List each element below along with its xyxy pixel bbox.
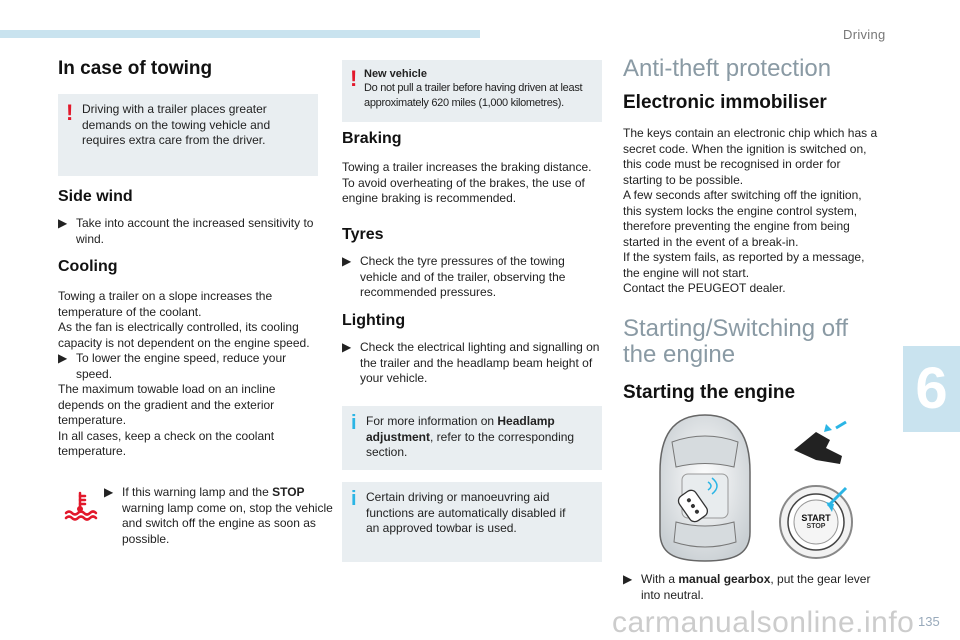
- list-item: ▶ Check the electrical lighting and signalling on the trailer and the headlamp beam height of your vehicle.: [342, 340, 600, 385]
- info-text: Certain driving or manoeuvring aid functions are automatically disabled if an approved towbar is used.: [366, 490, 566, 535]
- bullet-icon: ▶: [58, 216, 68, 230]
- immobiliser-para: Contact the PEUGEOT dealer.: [623, 281, 786, 295]
- starting-heading: Starting the engine: [623, 382, 796, 403]
- bullet-icon: ▶: [104, 485, 114, 499]
- info-box-headlamp: [342, 406, 602, 470]
- side-wind-section: [58, 188, 320, 247]
- starting-section: [623, 316, 883, 404]
- start-label: START: [801, 513, 831, 523]
- immobiliser-para: A few seconds after switching off the ignition, this system locks the engine control system, therefore preventing the engine from being started in the event of a break-in.: [623, 188, 862, 249]
- manual-gearbox-note: [623, 572, 883, 603]
- side-wind-heading: Side wind: [58, 188, 133, 205]
- new-vehicle-box: [342, 60, 602, 122]
- list-item: ▶ If this warning lamp and the STOP warning lamp come on, stop the vehicle and switch off the engine as soon as possible.: [104, 485, 333, 546]
- new-vehicle-title: New vehicle: [364, 68, 427, 80]
- anti-theft-title: Anti-theft protection: [623, 55, 832, 82]
- tyres-section: [342, 226, 604, 301]
- list-item: ▶ Check the tyre pressures of the towing vehicle and of the trailer, observing the recommended pressures.: [342, 254, 566, 299]
- column-1: [58, 58, 318, 80]
- warning-icon: !: [350, 66, 358, 91]
- braking-text: Towing a trailer increases the braking distance. To avoid overheating of the brakes, the use of engine braking is recommended.: [342, 160, 592, 205]
- immobiliser-para: The keys contain an electronic chip which has a secret code. When the ignition is switched on, this code must be recognised in order for starting to be possible.: [623, 126, 878, 187]
- warning-box: [58, 94, 318, 176]
- page-number: 135: [918, 614, 940, 629]
- lighting-section: [342, 312, 604, 387]
- cooling-para: The maximum towable load on an incline depends on the gradient and the exterior temperature.: [58, 382, 276, 427]
- stop-label: STOP: [806, 523, 826, 530]
- new-vehicle-text: Do not pull a trailer before having driven at least approximately 620 miles (1,000 kilometres).: [364, 82, 583, 109]
- cooling-section: [58, 258, 320, 460]
- header-color-bar: [0, 30, 480, 38]
- warning-text: Driving with a trailer places greater demands on the towing vehicle and requires extra care from the driver.: [82, 102, 271, 147]
- starting-title: Starting/Switching off the engine: [623, 315, 849, 368]
- page-title: In case of towing: [58, 58, 213, 79]
- cooling-para: Towing a trailer on a slope increases the temperature of the coolant.: [58, 289, 273, 319]
- info-text: For more information on Headlamp adjustment, refer to the corresponding section.: [366, 414, 575, 459]
- info-icon: i: [351, 412, 357, 434]
- watermark: carmanualsonline.info: [612, 606, 915, 639]
- coolant-temperature-icon: [62, 491, 98, 521]
- cooling-heading: Cooling: [58, 258, 118, 275]
- section-label: Driving: [843, 27, 886, 42]
- stop-note: [58, 485, 333, 547]
- tyres-heading: Tyres: [342, 226, 384, 243]
- chapter-tab: 6: [903, 346, 960, 432]
- lighting-heading: Lighting: [342, 312, 406, 329]
- list-item: ▶ With a manual gearbox, put the gear lever into neutral.: [623, 572, 871, 602]
- list-item: ▶ To lower the engine speed, reduce your speed.: [58, 351, 287, 381]
- bullet-icon: ▶: [623, 572, 633, 586]
- warning-icon: !: [66, 100, 74, 125]
- info-box-towbar: [342, 482, 602, 562]
- bullet-icon: ▶: [58, 351, 68, 365]
- immobiliser-heading: Electronic immobiliser: [623, 92, 827, 113]
- foot-pedal-icon: [786, 420, 856, 470]
- list-item: ▶ Take into account the increased sensitivity to wind.: [58, 216, 314, 246]
- bullet-icon: ▶: [342, 340, 352, 354]
- column-3: [623, 56, 883, 297]
- car-key-illustration: [652, 412, 758, 564]
- braking-heading: Braking: [342, 130, 402, 147]
- info-icon: i: [351, 488, 357, 510]
- cooling-para: In all cases, keep a check on the coolant temperature.: [58, 428, 275, 458]
- bullet-icon: ▶: [342, 254, 352, 268]
- cooling-para: As the fan is electrically controlled, its cooling capacity is not dependent on the engine speed.: [58, 320, 310, 350]
- immobiliser-para: If the system fails, as reported by a message, the engine will not start.: [623, 250, 865, 280]
- braking-section: [342, 130, 604, 207]
